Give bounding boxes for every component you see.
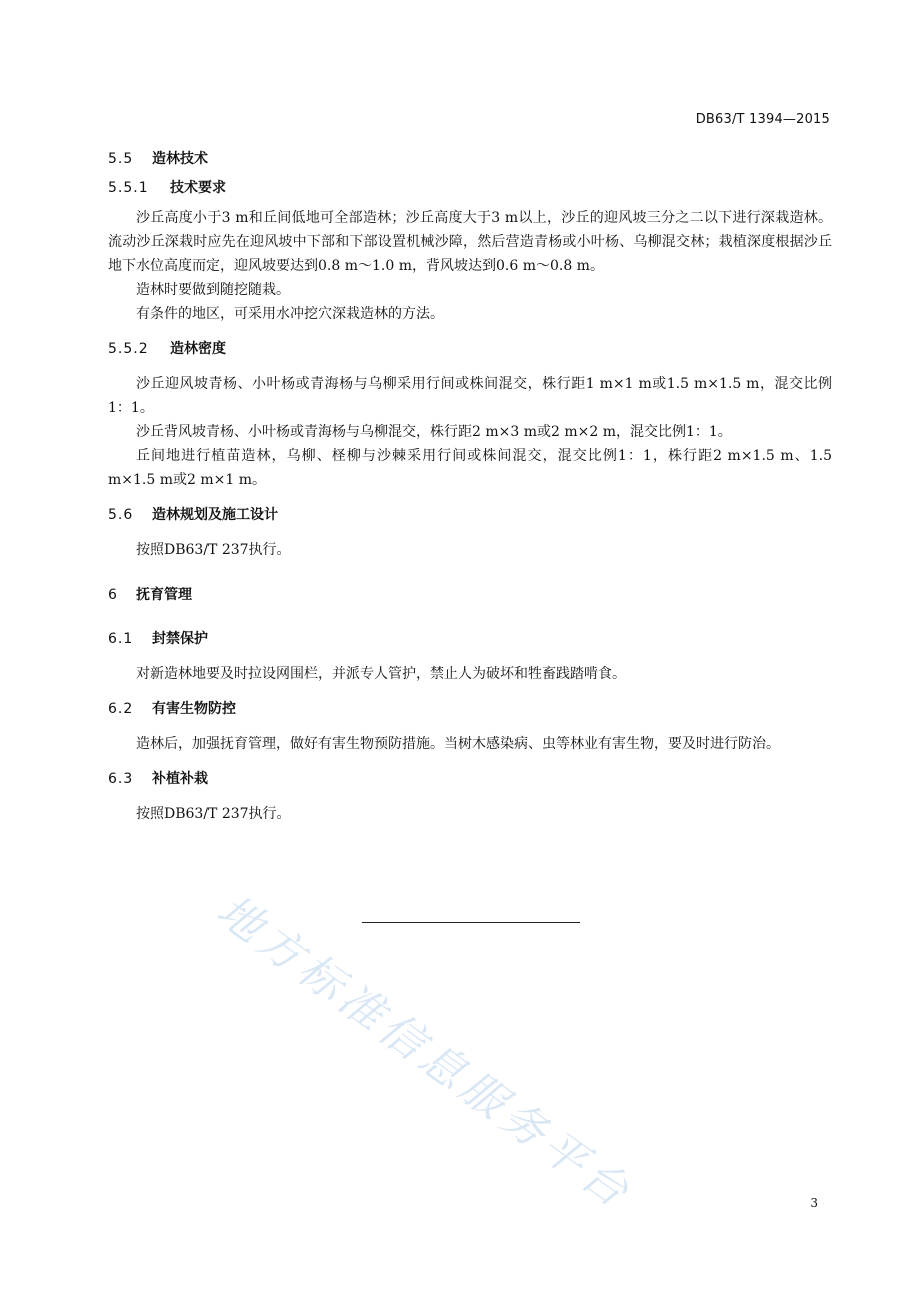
section-title: 造林技术	[152, 151, 208, 167]
section-title: 封禁保护	[152, 631, 208, 647]
section-title: 技术要求	[170, 180, 226, 196]
section-title: 造林密度	[170, 341, 226, 357]
section-5-5-1-heading	[108, 177, 832, 199]
paragraph: 造林时要做到随挖随栽。	[136, 282, 290, 298]
section-number: 5.5.1	[108, 180, 149, 196]
paragraph: 丘间地进行植苗造林，乌柳、柽柳与沙棘采用行间或株间混交，混交比例1：1，株行距2 m×1.5 m、1.5 m×1.5 m或2 m×1 m。	[108, 448, 832, 488]
document-body	[108, 148, 832, 826]
end-of-document-rule	[362, 922, 580, 923]
section-number: 5.6	[108, 507, 134, 523]
section-6-1-heading	[108, 628, 832, 650]
section-6-3-heading	[108, 768, 832, 790]
paragraph: 对新造林地要及时拉设网围栏，并派专人管护，禁止人为破坏和牲畜践踏啃食。	[136, 666, 626, 682]
paragraph: 有条件的地区，可采用水冲挖穴深栽造林的方法。	[136, 306, 444, 322]
section-number: 5.5.2	[108, 341, 149, 357]
section-title: 抚育管理	[136, 587, 192, 603]
section-number: 6	[108, 587, 118, 603]
section-5-5-heading	[108, 148, 832, 170]
section-number: 5.5	[108, 151, 134, 167]
document-code: DB63/T 1394—2015	[695, 112, 830, 127]
paragraph: 沙丘迎风坡青杨、小叶杨或青海杨与乌柳采用行间或株间混交，株行距1 m×1 m或1.5 m×1.5 m，混交比例1：1。	[108, 376, 832, 416]
section-number: 6.3	[108, 771, 134, 787]
section-number: 6.2	[108, 701, 134, 717]
section-5-5-2-heading	[108, 338, 832, 360]
paragraph: 按照DB63/T 237执行。	[136, 806, 291, 822]
watermark: 地方标准信息服务平台	[207, 885, 642, 1221]
section-number: 6.1	[108, 631, 134, 647]
paragraph: 沙丘高度小于3 m和丘间低地可全部造林；沙丘高度大于3 m以上，沙丘的迎风坡三分之二以下进行深栽造林。流动沙丘深栽时应先在迎风坡中下部和下部设置机械沙障，然后营造青杨或小叶杨、乌柳混交林；栽植深度根据沙丘地下水位高度而定，迎风坡要达到0.8 m～1.0 m，背风坡达到0.6 m～0.8 m。	[108, 210, 832, 274]
section-title: 有害生物防控	[152, 701, 236, 717]
section-title: 补植补栽	[152, 771, 208, 787]
page-number: 3	[810, 1196, 818, 1210]
paragraph: 沙丘背风坡青杨、小叶杨或青海杨与乌柳混交，株行距2 m×3 m或2 m×2 m，混交比例1：1。	[136, 424, 732, 440]
section-title: 造林规划及施工设计	[152, 507, 278, 523]
paragraph: 按照DB63/T 237执行。	[136, 542, 291, 558]
chapter-6-heading	[108, 584, 832, 606]
paragraph: 造林后，加强抚育管理，做好有害生物预防措施。当树木感染病、虫等林业有害生物，要及时进行防治。	[136, 736, 780, 752]
section-6-2-heading	[108, 698, 832, 720]
section-5-6-heading	[108, 504, 832, 526]
